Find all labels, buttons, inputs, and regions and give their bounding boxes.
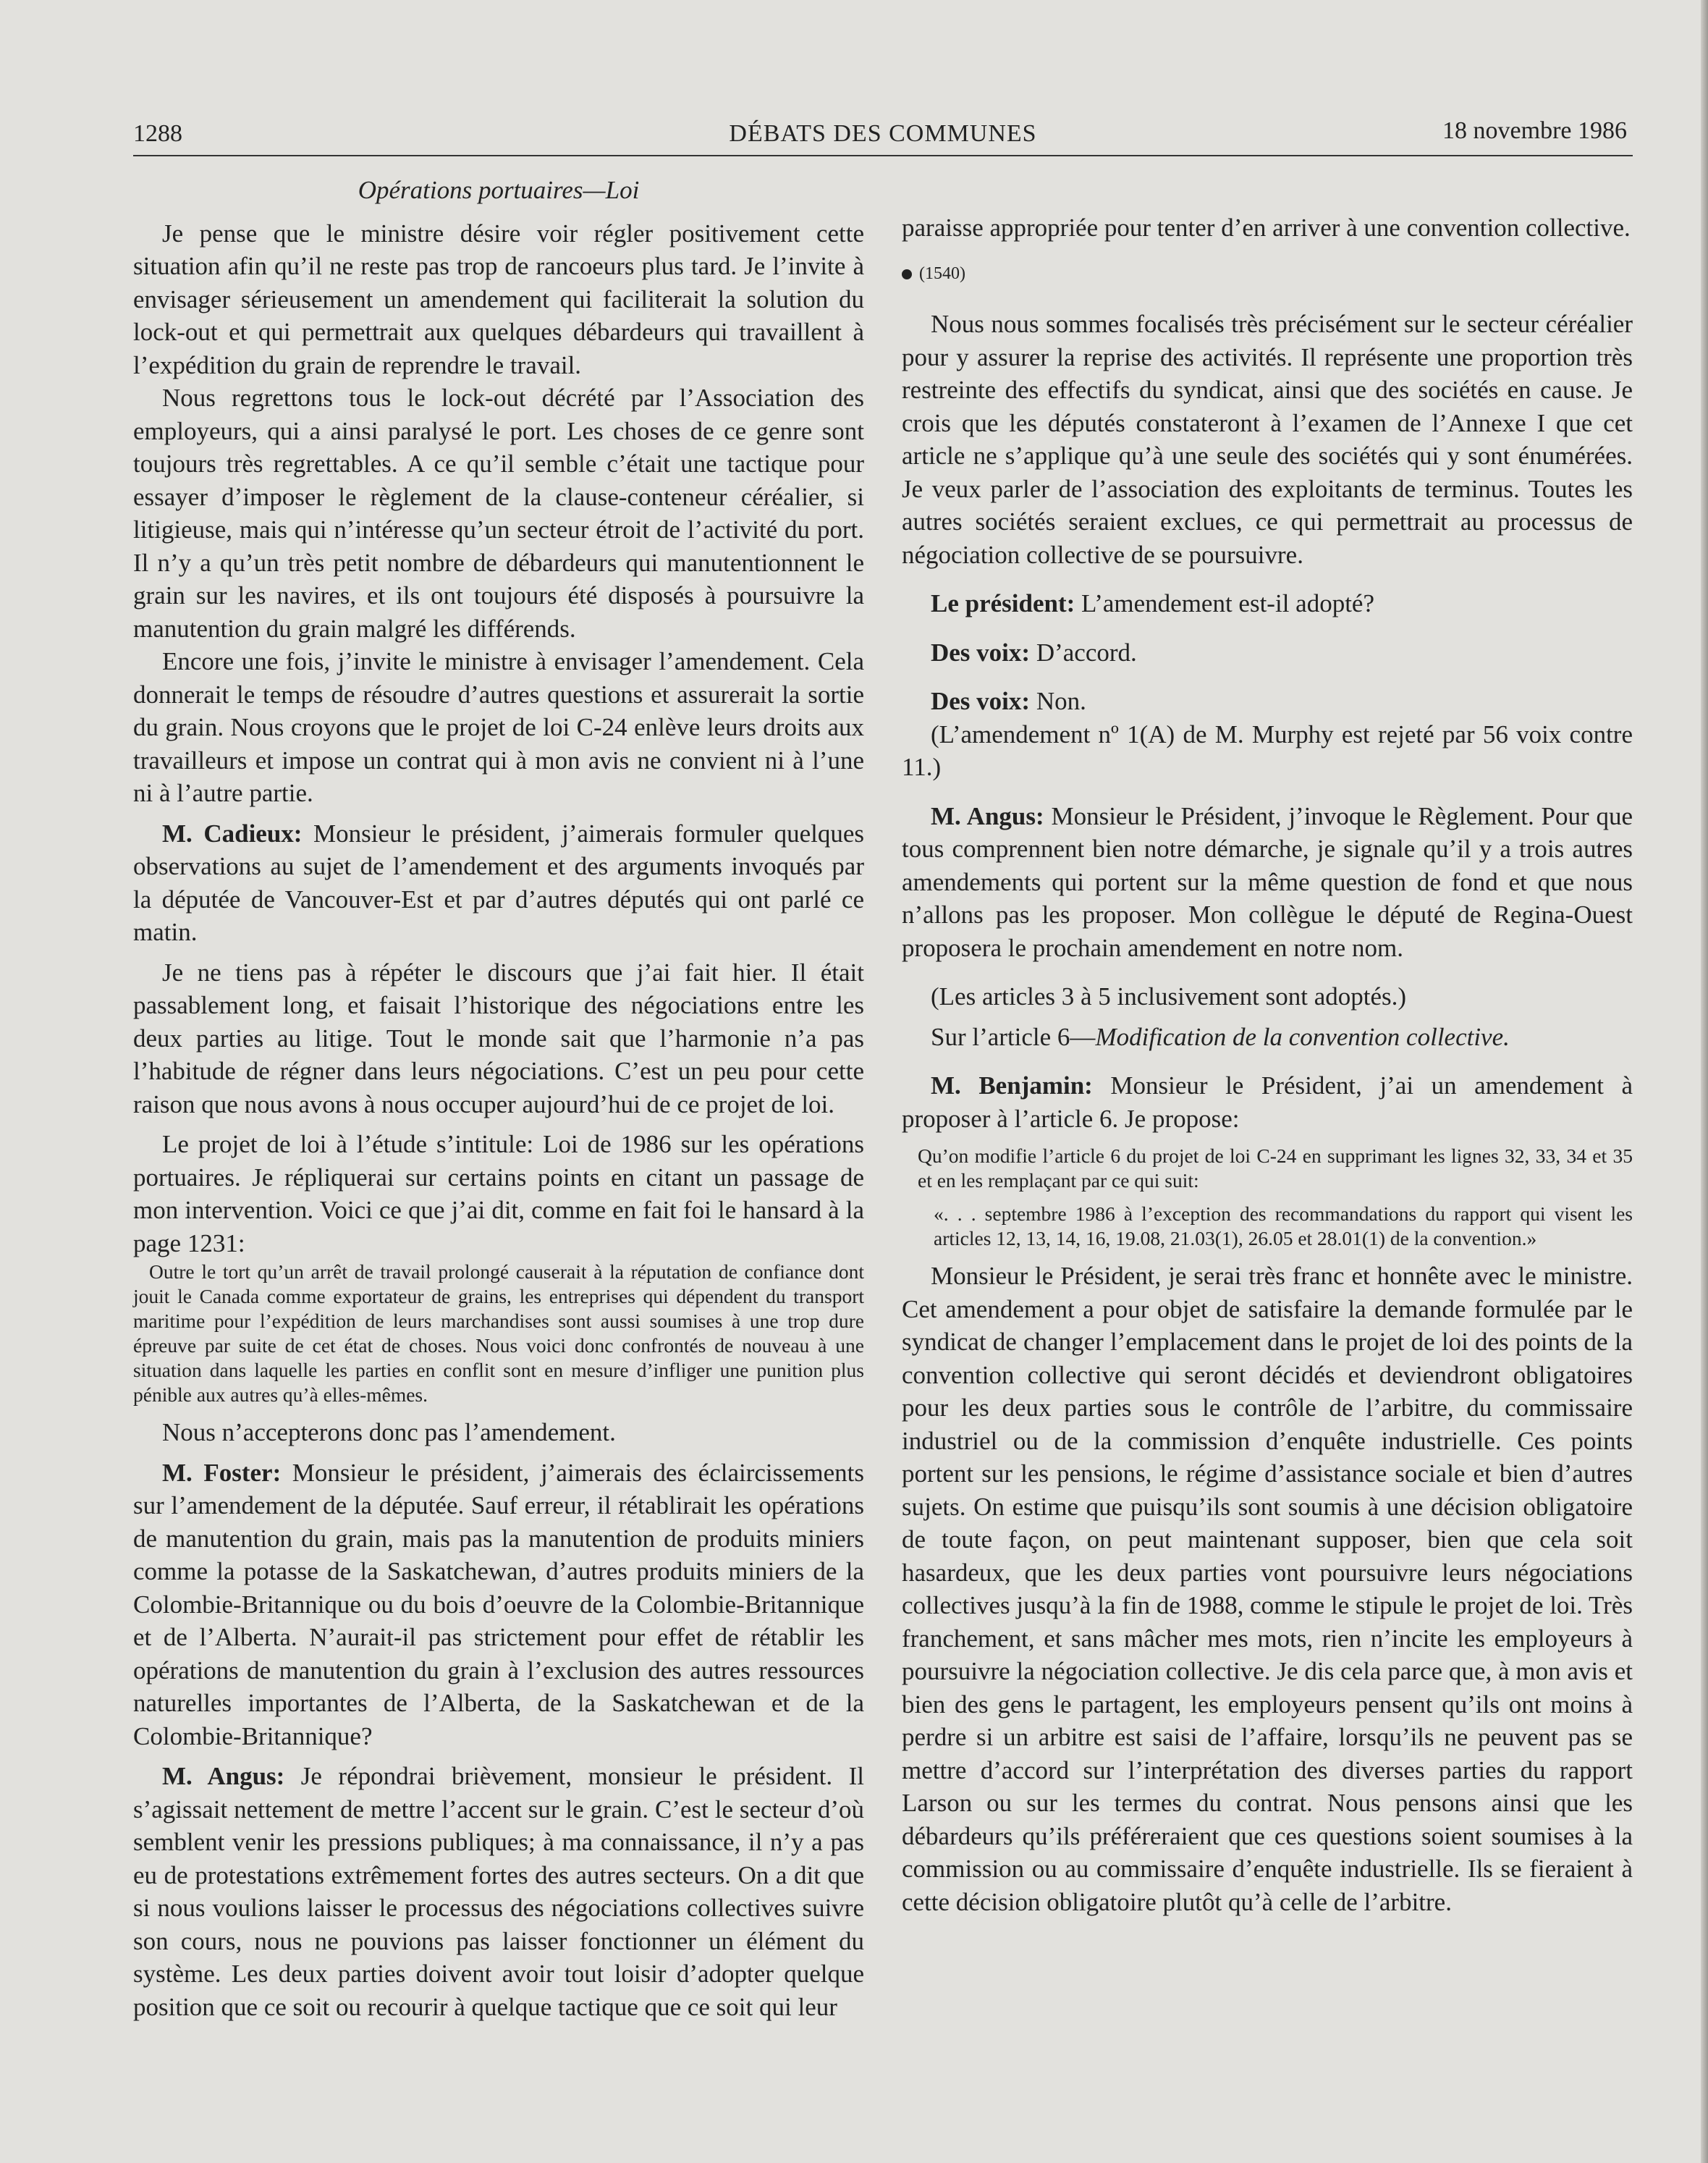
right-column — [902, 211, 1633, 1918]
speaker-name: M. Angus: — [162, 1762, 285, 1790]
paragraph: Monsieur le Président, je serai très franc et honnête avec le ministre. Cet amendement a pour objet de satisfaire la demande formulée par le syndicat de changer l’emplacement dans le projet de loi des points de la convention collective qui seront décidés et deviendront obligatoires pour les deux parties sous le contrôle de l’arbitre, du commissaire industriel ou de la commission d’enquête industrielle. Ces points portent sur les pensions, le régime d’assistance sociale et bien d’autres sujets. On estime que puisqu’ils sont soumis à une décision obligatoire de toute façon, on peut maintenant supposer, bien que cela soit hasardeux, que les deux parties vont poursuivre leurs négociations collectives jusqu’à la fin de 1988, comme le stipule le projet de loi. Très franchement, et sans mâcher mes mots, rien n’incite les employeurs à poursuivre la négociation collective. Je dis cela parce que, à mon avis et bien des gens le partagent, les employeurs pensent qu’ils ont moins à perdre si un arbitre est saisi de l’affaire, lorsqu’ils ne peuvent pas se mettre d’accord sur l’interprétation des diverses parties du rapport Larson ou sur les termes du contrat. Nous pensons ainsi que les débardeurs qu’ils préféreraient que ces questions soient soumises à la commission ou au commissaire d’enquête industrielle. Ils se fieraient à cette décision obligatoire plutôt qu’à celle de l’arbitre. — [902, 1262, 1633, 1916]
speech-angus — [133, 1760, 864, 2023]
speech-text: Je répondrai brièvement, monsieur le président. Il s’agissait nettement de mettre l’accent sur le grain. C’est le secteur d’où semblent venir les pressions publiques; à ma connaissance, il n’y a pas eu de protestations extrêmement fortes des autres secteurs. On a dit que si nous voulions laisser le processus des négociations collectives suivre son cours, nous ne pouvions pas laisser fonctionner un élément du système. Les deux parties doivent avoir tout loisir d’adopter quelque position que ce soit ou recourir à quelque tactique que ce soit qui leur — [133, 1762, 865, 2021]
running-head: Opérations portuaires—Loi — [358, 176, 640, 204]
speaker-name: M. Cadieux: — [162, 819, 303, 848]
header-rule — [133, 155, 1633, 156]
speaker-name: M. Angus: — [931, 801, 1044, 830]
motion-quote: «. . . septembre 1986 à l’exception des recommandations du rapport qui visent les articles 12, 13, 14, 16, 19.08, 21.03(1), 26.05 et 28.01(1) de la convention.» — [934, 1202, 1633, 1249]
speech-text: Monsieur le Président, j’invoque le Règlement. Pour que tous comprennent bien notre démarche, je signale qu’il y a trois autres amendements qui portent sur la même question de fond et que nous n’allons pas les proposer. Mon collègue le député de Regina-Ouest proposera le prochain amendement en notre nom. — [902, 801, 1633, 962]
paragraph: Nous nous sommes focalisés très précisément sur le secteur céréalier pour y assurer la reprise des activités. Il représente une proportion très restreinte des effectifs du syndicat, ainsi que des sociétés en cause. Je crois que les députés constateront à l’examen de l’Annexe I que cet article ne s’applique qu’à une seule des sociétés qui y sont énumérées. Je veux parler de l’association des exploitants de terminus. Toutes les autres sociétés seraient exclues, ce qui permettrait au processus de négociation collective de se poursuivre. — [902, 310, 1633, 569]
speech-text: L’amendement est-il adopté? — [1081, 589, 1374, 617]
speaker-name: Le président: — [931, 589, 1075, 617]
speech-text: Monsieur le Président, j’ai un amendement à proposer à l’article 6. Je propose: — [902, 1071, 1633, 1133]
speech-cadieux — [133, 817, 864, 949]
sitting-date: 18 novembre 1986 — [1442, 117, 1627, 144]
bullet-icon — [902, 269, 912, 279]
page-header — [133, 116, 1633, 152]
block-quote: Outre le tort qu’un arrêt de travail prolongé causerait à la réputation de confiance dont jouit le Canada comme exportateur de grains, les entreprises qui dépendent du transport maritime pour l’expédition de leurs marchandises sont aussi soumises à une trop dure épreuve par suite de cet état de choses. Nous voici donc confrontés de nouveau à une situation dans laquelle les parties en conflit sont en mesure d’infliger une punition plus pénible aux autres qu’à elles-mêmes. — [133, 1260, 864, 1406]
paragraph: Je ne tiens pas à répéter le discours que j’ai fait hier. Il était passablement long, et faisait l’historique des négociations entre les deux parties au litige. Tout le monde sait que l’harmonie n’a pas l’habitude de régner dans leurs négociations. C’est un peu pour cette raison que nous avons à nous occuper aujourd’hui de ce projet de loi. — [133, 958, 864, 1118]
speaker-name: Des voix: — [931, 638, 1031, 667]
speaker-name: M. Benjamin: — [931, 1071, 1093, 1100]
speech-voices — [902, 685, 1633, 718]
paragraph: Nous n’accepterons donc pas l’amendement. — [162, 1418, 616, 1446]
time-marker — [902, 258, 1633, 291]
paragraph-continued: paraisse appropriée pour tenter d’en arriver à une convention collective. — [902, 214, 1631, 242]
speech-benjamin — [902, 1069, 1633, 1135]
article-prefix: Sur l’article 6— — [931, 1022, 1096, 1051]
article-heading — [902, 1021, 1633, 1054]
speech-text: Monsieur le président, j’aimerais des éclaircissements sur l’amendement de la députée. Sauf erreur, il rétablirait les opérations de manutention du grain, mais pas la manutention de produits miniers comme la potasse de la Saskatchewan, d’autres produits miniers de la Colombie-Britannique ou du bois d’oeuvre de la Colombie-Britannique et de l’Alberta. N’aurait-il pas strictement pour effet de rétablir les opérations de manutention du grain à l’exclusion des autres ressources naturelles importantes de l’Alberta, de la Saskatchewan et de la Colombie-Britannique? — [133, 1458, 864, 1750]
page-number: 1288 — [133, 120, 182, 147]
speech-text: Non. — [1036, 687, 1086, 715]
speaker-name: Des voix: — [931, 687, 1031, 715]
speech-angus — [902, 800, 1633, 965]
paragraph: Le projet de loi à l’étude s’intitule: Loi de 1986 sur les opérations portuaires. Je répliquerai sur certains points en citant un passage de mon intervention. Voici ce que j’ai dit, comme en fait foi le hansard à la page 1231: — [133, 1130, 864, 1257]
publication-title: DÉBATS DES COMMUNES — [729, 120, 1037, 147]
speaker-name: M. Foster: — [162, 1458, 282, 1487]
speech-text: Monsieur le président, j’aimerais formuler quelques observations au sujet de l’amendement et des arguments invoqués par la députée de Vancouver-Est et par d’autres députés qui ont parlé ce matin. — [133, 819, 864, 946]
article-title: Modification de la convention collective. — [1095, 1022, 1510, 1051]
left-column — [133, 174, 864, 2023]
speech-text: D’accord. — [1036, 638, 1137, 667]
motion-text: Qu’on modifie l’article 6 du projet de loi C-24 en supprimant les lignes 32, 33, 34 et 35 et en les remplaçant par ce qui suit: — [918, 1144, 1633, 1192]
paragraph: Nous regrettons tous le lock-out décrété par l’Association des employeurs, qui a ainsi paralysé le port. Les choses de ce genre sont toujours très regrettables. A ce qu’il semble c’était une tactique pour essayer d’imposer le règlement de la clause-conteneur céréalier, si litigieuse, mais qui n’intéresse qu’un secteur étroit de l’activité du port. Il n’y a qu’un très petit nombre de débardeurs qui manutentionnent le grain sur les navires, et ils ont toujours été disposés à poursuivre la manutention du grain malgré les différends. — [133, 384, 864, 643]
timestamp: (1540) — [919, 263, 965, 283]
speech-foster — [133, 1456, 864, 1753]
book-spine-shadow — [1701, 0, 1708, 2163]
vote-result: (L’amendement nº 1(A) de M. Murphy est rejeté par 56 voix contre 11.) — [902, 720, 1633, 781]
speech-president — [902, 587, 1633, 620]
speech-voices — [902, 636, 1633, 670]
paragraph: Encore une fois, j’invite le ministre à envisager l’amendement. Cela donnerait le temps de résoudre d’autres questions et assurerait la sortie du grain. Nous croyons que le projet de loi C-24 enlève leurs droits aux travailleurs et impose un contrat qui à mon avis ne convient ni à l’une ni à l’autre partie. — [133, 647, 864, 807]
paragraph: Je pense que le ministre désire voir régler positivement cette situation afin qu’il ne reste pas trop de rancoeurs plus tard. Je l’invite à envisager sérieusement un amendement qui faciliterait la solution du lock-out et qui permettrait aux quelques débardeurs qui travaillent à l’expédition du grain de reprendre le travail. — [133, 219, 864, 379]
adoption-note: (Les articles 3 à 5 inclusivement sont adoptés.) — [931, 982, 1407, 1011]
